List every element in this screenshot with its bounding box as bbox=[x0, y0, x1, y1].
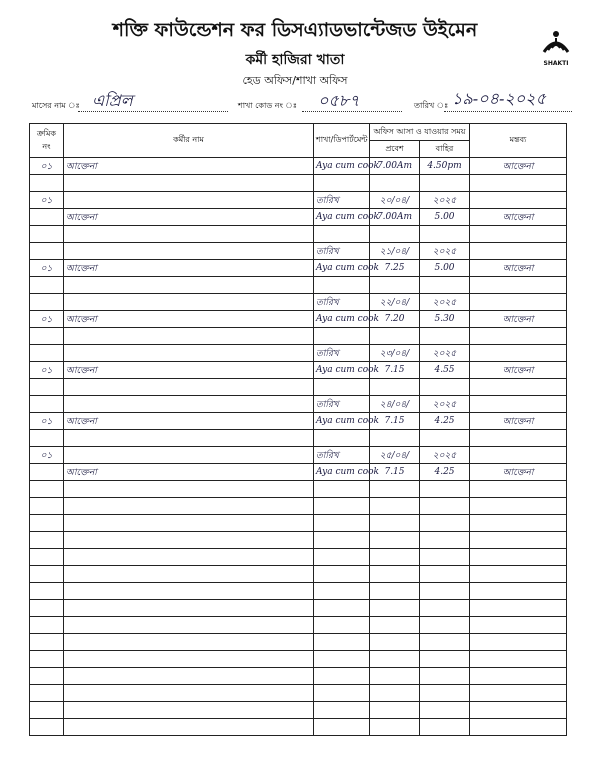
table-row bbox=[30, 396, 567, 413]
date-label: তারিখ ঃ bbox=[414, 101, 449, 110]
branch-cell[interactable]: তারিখ bbox=[314, 243, 370, 260]
name-cell[interactable] bbox=[64, 192, 314, 209]
serial-cell[interactable] bbox=[30, 685, 64, 702]
table-row bbox=[30, 260, 567, 277]
out-time-cell[interactable] bbox=[420, 532, 470, 549]
out-time-cell[interactable] bbox=[420, 634, 470, 651]
in-time-cell[interactable] bbox=[370, 600, 420, 617]
table-row bbox=[30, 532, 567, 549]
name-cell[interactable] bbox=[64, 498, 314, 515]
shakti-logo-icon bbox=[534, 26, 578, 60]
remark-cell[interactable]: আক্তেনা bbox=[470, 209, 567, 226]
serial-cell[interactable] bbox=[30, 617, 64, 634]
name-cell[interactable] bbox=[64, 277, 314, 294]
name-cell[interactable] bbox=[64, 226, 314, 243]
remark-cell[interactable] bbox=[470, 481, 567, 498]
out-time-cell[interactable]: 4.55 bbox=[420, 362, 470, 379]
in-time-cell[interactable] bbox=[370, 277, 420, 294]
table-row bbox=[30, 685, 567, 702]
in-time-cell[interactable] bbox=[370, 566, 420, 583]
organization-title: শক্তি ফাউন্ডেশন ফর ডিসএ্যাডভান্টেজড উইমেন bbox=[112, 19, 478, 41]
out-time-cell[interactable]: ২০২৫ bbox=[420, 396, 470, 413]
table-row bbox=[30, 226, 567, 243]
out-time-cell[interactable]: 5.30 bbox=[420, 311, 470, 328]
serial-cell[interactable] bbox=[30, 277, 64, 294]
name-cell[interactable]: আক্তেনা bbox=[64, 311, 314, 328]
name-cell[interactable] bbox=[64, 379, 314, 396]
branch-cell[interactable] bbox=[314, 600, 370, 617]
branch-cell[interactable]: Aya cum cook bbox=[314, 464, 370, 481]
in-time-cell[interactable] bbox=[370, 532, 420, 549]
serial-cell[interactable]: ০১ bbox=[30, 158, 64, 175]
in-time-cell[interactable]: 7.15 bbox=[370, 464, 420, 481]
branch-cell[interactable] bbox=[314, 175, 370, 192]
out-time-cell[interactable] bbox=[420, 617, 470, 634]
branch-cell[interactable] bbox=[314, 634, 370, 651]
serial-cell[interactable]: ০১ bbox=[30, 447, 64, 464]
name-cell[interactable]: আক্তেনা bbox=[64, 413, 314, 430]
in-time-cell[interactable] bbox=[370, 668, 420, 685]
name-cell[interactable] bbox=[64, 481, 314, 498]
table-row bbox=[30, 719, 567, 736]
serial-cell[interactable] bbox=[30, 702, 64, 719]
name-cell[interactable] bbox=[64, 668, 314, 685]
in-time-cell[interactable]: ২৪/০৪/ bbox=[370, 396, 420, 413]
out-time-cell[interactable]: 4.25 bbox=[420, 413, 470, 430]
branch-cell[interactable] bbox=[314, 685, 370, 702]
serial-cell[interactable] bbox=[30, 464, 64, 481]
in-time-cell[interactable]: ২৩/০৪/ bbox=[370, 345, 420, 362]
out-time-cell[interactable] bbox=[420, 685, 470, 702]
name-cell[interactable] bbox=[64, 617, 314, 634]
remark-cell[interactable] bbox=[470, 379, 567, 396]
name-cell[interactable] bbox=[64, 175, 314, 192]
remark-cell[interactable] bbox=[470, 430, 567, 447]
remark-cell[interactable] bbox=[470, 498, 567, 515]
name-cell[interactable] bbox=[64, 719, 314, 736]
header-serial: ক্রমিক নং bbox=[30, 124, 64, 158]
serial-cell[interactable]: ০১ bbox=[30, 362, 64, 379]
in-time-cell[interactable] bbox=[370, 379, 420, 396]
serial-cell[interactable] bbox=[30, 345, 64, 362]
name-cell[interactable] bbox=[64, 243, 314, 260]
in-time-cell[interactable]: 7.15 bbox=[370, 362, 420, 379]
out-time-cell[interactable] bbox=[420, 226, 470, 243]
table-row bbox=[30, 430, 567, 447]
branch-cell[interactable] bbox=[314, 617, 370, 634]
out-time-cell[interactable] bbox=[420, 498, 470, 515]
remark-cell[interactable] bbox=[470, 685, 567, 702]
out-time-cell[interactable]: ২০২৫ bbox=[420, 447, 470, 464]
serial-cell[interactable] bbox=[30, 651, 64, 668]
in-time-cell[interactable]: 7.00Am bbox=[370, 209, 420, 226]
remark-cell[interactable] bbox=[470, 549, 567, 566]
branch-cell[interactable]: তারিখ bbox=[314, 345, 370, 362]
remark-cell[interactable]: আক্তেনা bbox=[470, 311, 567, 328]
month-label: মাসের নাম ঃ bbox=[32, 101, 80, 110]
branch-cell[interactable] bbox=[314, 328, 370, 345]
remark-cell[interactable] bbox=[470, 345, 567, 362]
branch-code-label: শাখা কোড নং ঃ bbox=[238, 101, 297, 110]
header-time-group: অফিস আসা ও যাওয়ার সময় bbox=[370, 124, 470, 141]
table-row bbox=[30, 243, 567, 260]
remark-cell[interactable] bbox=[470, 600, 567, 617]
in-time-cell[interactable] bbox=[370, 515, 420, 532]
in-time-cell[interactable] bbox=[370, 328, 420, 345]
out-time-cell[interactable]: ২০২৫ bbox=[420, 294, 470, 311]
table-row bbox=[30, 549, 567, 566]
in-time-cell[interactable]: 7.20 bbox=[370, 311, 420, 328]
table-row bbox=[30, 515, 567, 532]
in-time-cell[interactable] bbox=[370, 685, 420, 702]
shakti-logo bbox=[534, 26, 578, 74]
in-time-cell[interactable]: 7.00Am bbox=[370, 158, 420, 175]
branch-cell[interactable] bbox=[314, 702, 370, 719]
table-row bbox=[30, 294, 567, 311]
out-time-cell[interactable] bbox=[420, 549, 470, 566]
table-row bbox=[30, 345, 567, 362]
serial-cell[interactable]: ০১ bbox=[30, 311, 64, 328]
serial-cell[interactable] bbox=[30, 379, 64, 396]
serial-cell[interactable] bbox=[30, 209, 64, 226]
branch-code-value[interactable]: ০৫৮৭ bbox=[318, 91, 360, 110]
branch-cell[interactable] bbox=[314, 566, 370, 583]
serial-cell[interactable] bbox=[30, 549, 64, 566]
serial-cell[interactable] bbox=[30, 175, 64, 192]
remark-cell[interactable] bbox=[470, 617, 567, 634]
name-cell[interactable] bbox=[64, 430, 314, 447]
name-cell[interactable] bbox=[64, 600, 314, 617]
out-time-cell[interactable]: 4.25 bbox=[420, 464, 470, 481]
table-row bbox=[30, 566, 567, 583]
header-remark: মন্তব্য bbox=[470, 124, 567, 158]
out-time-cell[interactable] bbox=[420, 328, 470, 345]
out-time-cell[interactable]: ২০২৫ bbox=[420, 243, 470, 260]
remark-cell[interactable] bbox=[470, 447, 567, 464]
name-cell[interactable] bbox=[64, 345, 314, 362]
branch-cell[interactable]: Aya cum cook bbox=[314, 209, 370, 226]
table-row bbox=[30, 634, 567, 651]
branch-cell[interactable] bbox=[314, 277, 370, 294]
remark-cell[interactable] bbox=[470, 566, 567, 583]
serial-cell[interactable] bbox=[30, 328, 64, 345]
branch-cell[interactable] bbox=[314, 651, 370, 668]
serial-cell[interactable] bbox=[30, 719, 64, 736]
out-time-cell[interactable] bbox=[420, 430, 470, 447]
branch-cell[interactable] bbox=[314, 430, 370, 447]
name-cell[interactable] bbox=[64, 566, 314, 583]
serial-cell[interactable] bbox=[30, 294, 64, 311]
branch-cell[interactable] bbox=[314, 379, 370, 396]
name-cell[interactable] bbox=[64, 583, 314, 600]
out-time-cell[interactable] bbox=[420, 668, 470, 685]
in-time-cell[interactable]: ২২/০৪/ bbox=[370, 294, 420, 311]
table-row bbox=[30, 175, 567, 192]
table-row bbox=[30, 413, 567, 430]
out-time-cell[interactable] bbox=[420, 651, 470, 668]
serial-cell[interactable] bbox=[30, 396, 64, 413]
branch-cell[interactable] bbox=[314, 226, 370, 243]
table-row bbox=[30, 464, 567, 481]
name-cell[interactable]: আক্তেনা bbox=[64, 464, 314, 481]
table-row bbox=[30, 277, 567, 294]
branch-cell[interactable] bbox=[314, 668, 370, 685]
serial-cell[interactable] bbox=[30, 226, 64, 243]
name-cell[interactable] bbox=[64, 651, 314, 668]
serial-cell[interactable] bbox=[30, 515, 64, 532]
name-cell[interactable]: আক্তেনা bbox=[64, 209, 314, 226]
header-out: বাহির bbox=[420, 141, 470, 158]
serial-cell[interactable] bbox=[30, 243, 64, 260]
branch-cell[interactable]: Aya cum cook bbox=[314, 413, 370, 430]
remark-cell[interactable] bbox=[470, 328, 567, 345]
serial-cell[interactable] bbox=[30, 566, 64, 583]
header-in: প্রবেশ bbox=[370, 141, 420, 158]
remark-cell[interactable] bbox=[470, 192, 567, 209]
out-time-cell[interactable]: 4.50pm bbox=[420, 158, 470, 175]
remark-cell[interactable]: আক্তেনা bbox=[470, 362, 567, 379]
remark-cell[interactable] bbox=[470, 651, 567, 668]
serial-cell[interactable] bbox=[30, 668, 64, 685]
name-cell[interactable]: আক্তেনা bbox=[64, 158, 314, 175]
serial-cell[interactable] bbox=[30, 583, 64, 600]
remark-cell[interactable] bbox=[470, 583, 567, 600]
table-row bbox=[30, 192, 567, 209]
branch-cell[interactable]: Aya cum cook bbox=[314, 311, 370, 328]
table-row bbox=[30, 158, 567, 175]
serial-cell[interactable]: ০১ bbox=[30, 260, 64, 277]
remark-cell[interactable]: আক্তেনা bbox=[470, 260, 567, 277]
in-time-cell[interactable] bbox=[370, 549, 420, 566]
out-time-cell[interactable] bbox=[420, 566, 470, 583]
table-row bbox=[30, 668, 567, 685]
remark-cell[interactable] bbox=[470, 515, 567, 532]
out-time-cell[interactable] bbox=[420, 379, 470, 396]
table-row bbox=[30, 362, 567, 379]
table-row bbox=[30, 481, 567, 498]
name-cell[interactable] bbox=[64, 396, 314, 413]
date-value[interactable]: ১৯-০৪-২০২৫ bbox=[452, 89, 546, 108]
serial-cell[interactable] bbox=[30, 600, 64, 617]
serial-cell[interactable] bbox=[30, 481, 64, 498]
in-time-cell[interactable] bbox=[370, 634, 420, 651]
remark-cell[interactable] bbox=[470, 175, 567, 192]
out-time-cell[interactable]: 5.00 bbox=[420, 260, 470, 277]
attendance-table bbox=[29, 123, 567, 736]
table-row bbox=[30, 311, 567, 328]
in-time-cell[interactable]: ২১/০৪/ bbox=[370, 243, 420, 260]
remark-cell[interactable] bbox=[470, 243, 567, 260]
branch-cell[interactable] bbox=[314, 719, 370, 736]
remark-cell[interactable] bbox=[470, 396, 567, 413]
table-row bbox=[30, 209, 567, 226]
branch-cell[interactable] bbox=[314, 532, 370, 549]
in-time-cell[interactable] bbox=[370, 702, 420, 719]
remark-cell[interactable] bbox=[470, 226, 567, 243]
table-row bbox=[30, 583, 567, 600]
remark-cell[interactable]: আক্তেনা bbox=[470, 464, 567, 481]
in-time-cell[interactable] bbox=[370, 498, 420, 515]
out-time-cell[interactable] bbox=[420, 277, 470, 294]
branch-cell[interactable] bbox=[314, 515, 370, 532]
remark-cell[interactable]: আক্তেনা bbox=[470, 413, 567, 430]
name-cell[interactable] bbox=[64, 515, 314, 532]
remark-cell[interactable] bbox=[470, 634, 567, 651]
month-value[interactable]: এপ্রিল bbox=[92, 91, 133, 110]
serial-cell[interactable]: ০১ bbox=[30, 192, 64, 209]
name-cell[interactable] bbox=[64, 702, 314, 719]
in-time-cell[interactable] bbox=[370, 481, 420, 498]
branch-cell[interactable]: তারিখ bbox=[314, 192, 370, 209]
in-time-cell[interactable]: 7.15 bbox=[370, 413, 420, 430]
serial-cell[interactable] bbox=[30, 498, 64, 515]
in-time-cell[interactable] bbox=[370, 430, 420, 447]
register-title: কর্মী হাজিরা খাতা bbox=[245, 52, 345, 68]
out-time-cell[interactable] bbox=[420, 175, 470, 192]
remark-cell[interactable] bbox=[470, 702, 567, 719]
branch-cell[interactable] bbox=[314, 549, 370, 566]
out-time-cell[interactable]: ২০২৫ bbox=[420, 345, 470, 362]
branch-cell[interactable] bbox=[314, 583, 370, 600]
remark-cell[interactable] bbox=[470, 532, 567, 549]
name-cell[interactable]: আক্তেনা bbox=[64, 362, 314, 379]
table-row bbox=[30, 379, 567, 396]
table-row bbox=[30, 617, 567, 634]
in-time-cell[interactable]: 7.25 bbox=[370, 260, 420, 277]
remark-cell[interactable]: আক্তেনা bbox=[470, 158, 567, 175]
branch-cell[interactable]: তারিখ bbox=[314, 447, 370, 464]
table-row bbox=[30, 702, 567, 719]
branch-cell[interactable] bbox=[314, 481, 370, 498]
header-name: কর্মীর নাম bbox=[64, 124, 314, 158]
serial-cell[interactable] bbox=[30, 532, 64, 549]
in-time-cell[interactable]: ২০/০৪/ bbox=[370, 192, 420, 209]
branch-cell[interactable]: Aya cum cook bbox=[314, 158, 370, 175]
name-cell[interactable] bbox=[64, 294, 314, 311]
remark-cell[interactable] bbox=[470, 719, 567, 736]
out-time-cell[interactable]: ২০২৫ bbox=[420, 192, 470, 209]
name-cell[interactable]: আক্তেনা bbox=[64, 260, 314, 277]
out-time-cell[interactable] bbox=[420, 719, 470, 736]
serial-cell[interactable] bbox=[30, 430, 64, 447]
table-row bbox=[30, 600, 567, 617]
remark-cell[interactable] bbox=[470, 277, 567, 294]
logo-text: SHAKTI bbox=[543, 60, 569, 67]
name-cell[interactable] bbox=[64, 532, 314, 549]
out-time-cell[interactable] bbox=[420, 600, 470, 617]
out-time-cell[interactable]: 5.00 bbox=[420, 209, 470, 226]
serial-cell[interactable] bbox=[30, 634, 64, 651]
out-time-cell[interactable] bbox=[420, 515, 470, 532]
serial-cell[interactable]: ০১ bbox=[30, 413, 64, 430]
branch-cell[interactable]: তারিখ bbox=[314, 396, 370, 413]
table-row bbox=[30, 651, 567, 668]
office-line: হেড অফিস/শাখা অফিস bbox=[242, 74, 348, 87]
out-time-cell[interactable] bbox=[420, 702, 470, 719]
branch-cell[interactable]: তারিখ bbox=[314, 294, 370, 311]
remark-cell[interactable] bbox=[470, 294, 567, 311]
in-time-cell[interactable] bbox=[370, 719, 420, 736]
in-time-cell[interactable] bbox=[370, 651, 420, 668]
name-cell[interactable] bbox=[64, 685, 314, 702]
in-time-cell[interactable] bbox=[370, 583, 420, 600]
in-time-cell[interactable] bbox=[370, 617, 420, 634]
name-cell[interactable] bbox=[64, 447, 314, 464]
branch-cell[interactable] bbox=[314, 498, 370, 515]
name-cell[interactable] bbox=[64, 634, 314, 651]
branch-cell[interactable]: Aya cum cook bbox=[314, 260, 370, 277]
out-time-cell[interactable] bbox=[420, 583, 470, 600]
table-row bbox=[30, 447, 567, 464]
in-time-cell[interactable]: ২৫/০৪/ bbox=[370, 447, 420, 464]
header-branch: শাখা/ডিপার্টমেন্ট bbox=[314, 124, 370, 158]
table-row bbox=[30, 498, 567, 515]
name-cell[interactable] bbox=[64, 549, 314, 566]
out-time-cell[interactable] bbox=[420, 481, 470, 498]
branch-cell[interactable]: Aya cum cook bbox=[314, 362, 370, 379]
table-row bbox=[30, 328, 567, 345]
name-cell[interactable] bbox=[64, 328, 314, 345]
remark-cell[interactable] bbox=[470, 668, 567, 685]
in-time-cell[interactable] bbox=[370, 226, 420, 243]
in-time-cell[interactable] bbox=[370, 175, 420, 192]
